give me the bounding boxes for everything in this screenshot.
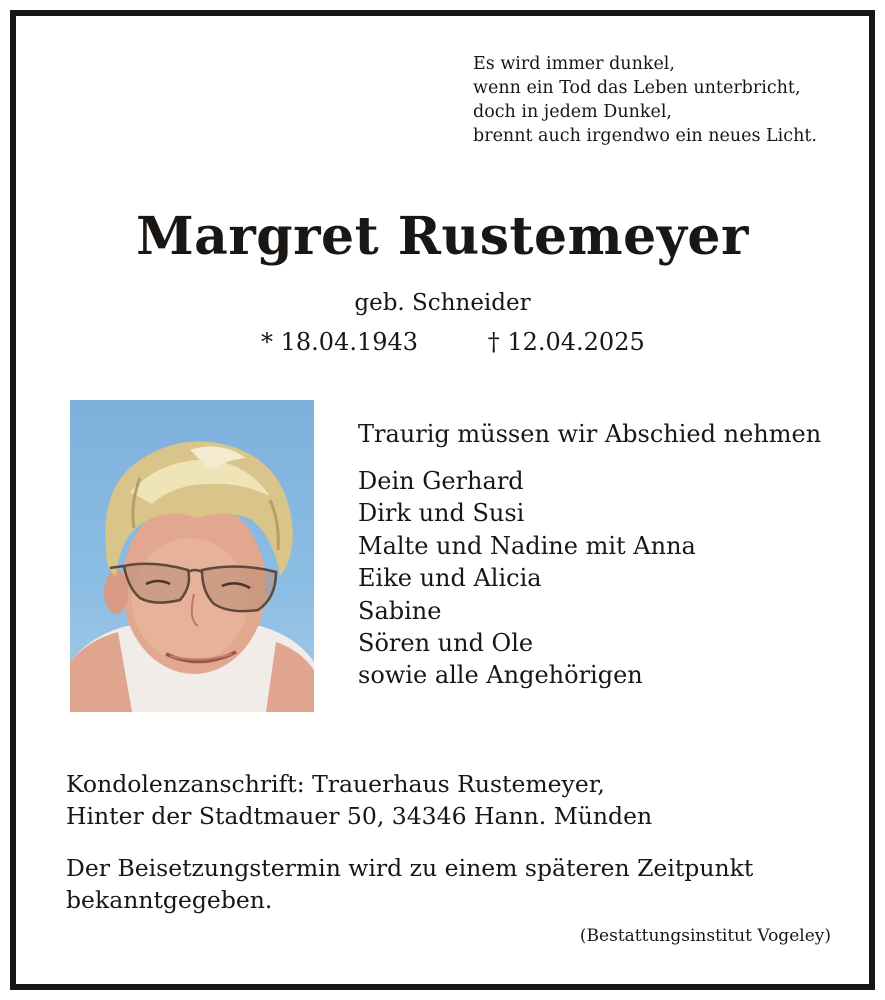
- burial-line: Der Beisetzungstermin wird zu einem späteren Zeitpunkt: [66, 854, 754, 882]
- death-date: † 12.04.2025: [487, 328, 645, 356]
- condolence-line: Hinter der Stadtmauer 50, 34346 Hann. Münden: [66, 802, 653, 830]
- burial-notice: [66, 852, 753, 916]
- poem-line: Es wird immer dunkel,: [473, 54, 675, 74]
- birth-date: * 18.04.1943: [261, 328, 419, 356]
- family-names: [358, 465, 821, 692]
- mourner-name: Sören und Ole: [358, 629, 534, 658]
- portrait-photo: [70, 400, 314, 712]
- life-dates: [261, 328, 645, 356]
- memorial-poem: [473, 52, 817, 148]
- mourner-name: Eike und Alicia: [358, 564, 542, 593]
- mourner-name: Malte und Nadine mit Anna: [358, 531, 696, 560]
- farewell-line: Traurig müssen wir Abschied nehmen: [358, 420, 822, 448]
- portrait-illustration: [70, 400, 314, 712]
- deceased-name: Margret Rustemeyer: [136, 206, 749, 267]
- poem-line: wenn ein Tod das Leben unterbricht,: [473, 78, 801, 98]
- birth-name: geb. Schneider: [354, 290, 531, 316]
- mourner-name: sowie alle Angehörigen: [358, 661, 643, 690]
- burial-line: bekanntgegeben.: [66, 886, 273, 914]
- condolence-line: Kondolenzanschrift: Trauerhaus Rustemeyer,: [66, 770, 605, 798]
- mourner-name: Dein Gerhard: [358, 467, 524, 495]
- mourner-name: Dirk und Susi: [358, 499, 525, 528]
- mourner-name: Sabine: [358, 596, 442, 625]
- condolence-address: [66, 768, 652, 832]
- obituary-notice: [10, 10, 875, 990]
- mourners-list: [358, 418, 821, 692]
- poem-line: doch in jedem Dunkel,: [473, 102, 672, 122]
- funeral-home: (Bestattungsinstitut Vogeley): [579, 926, 831, 946]
- poem-line: brennt auch irgendwo ein neues Licht.: [473, 126, 817, 146]
